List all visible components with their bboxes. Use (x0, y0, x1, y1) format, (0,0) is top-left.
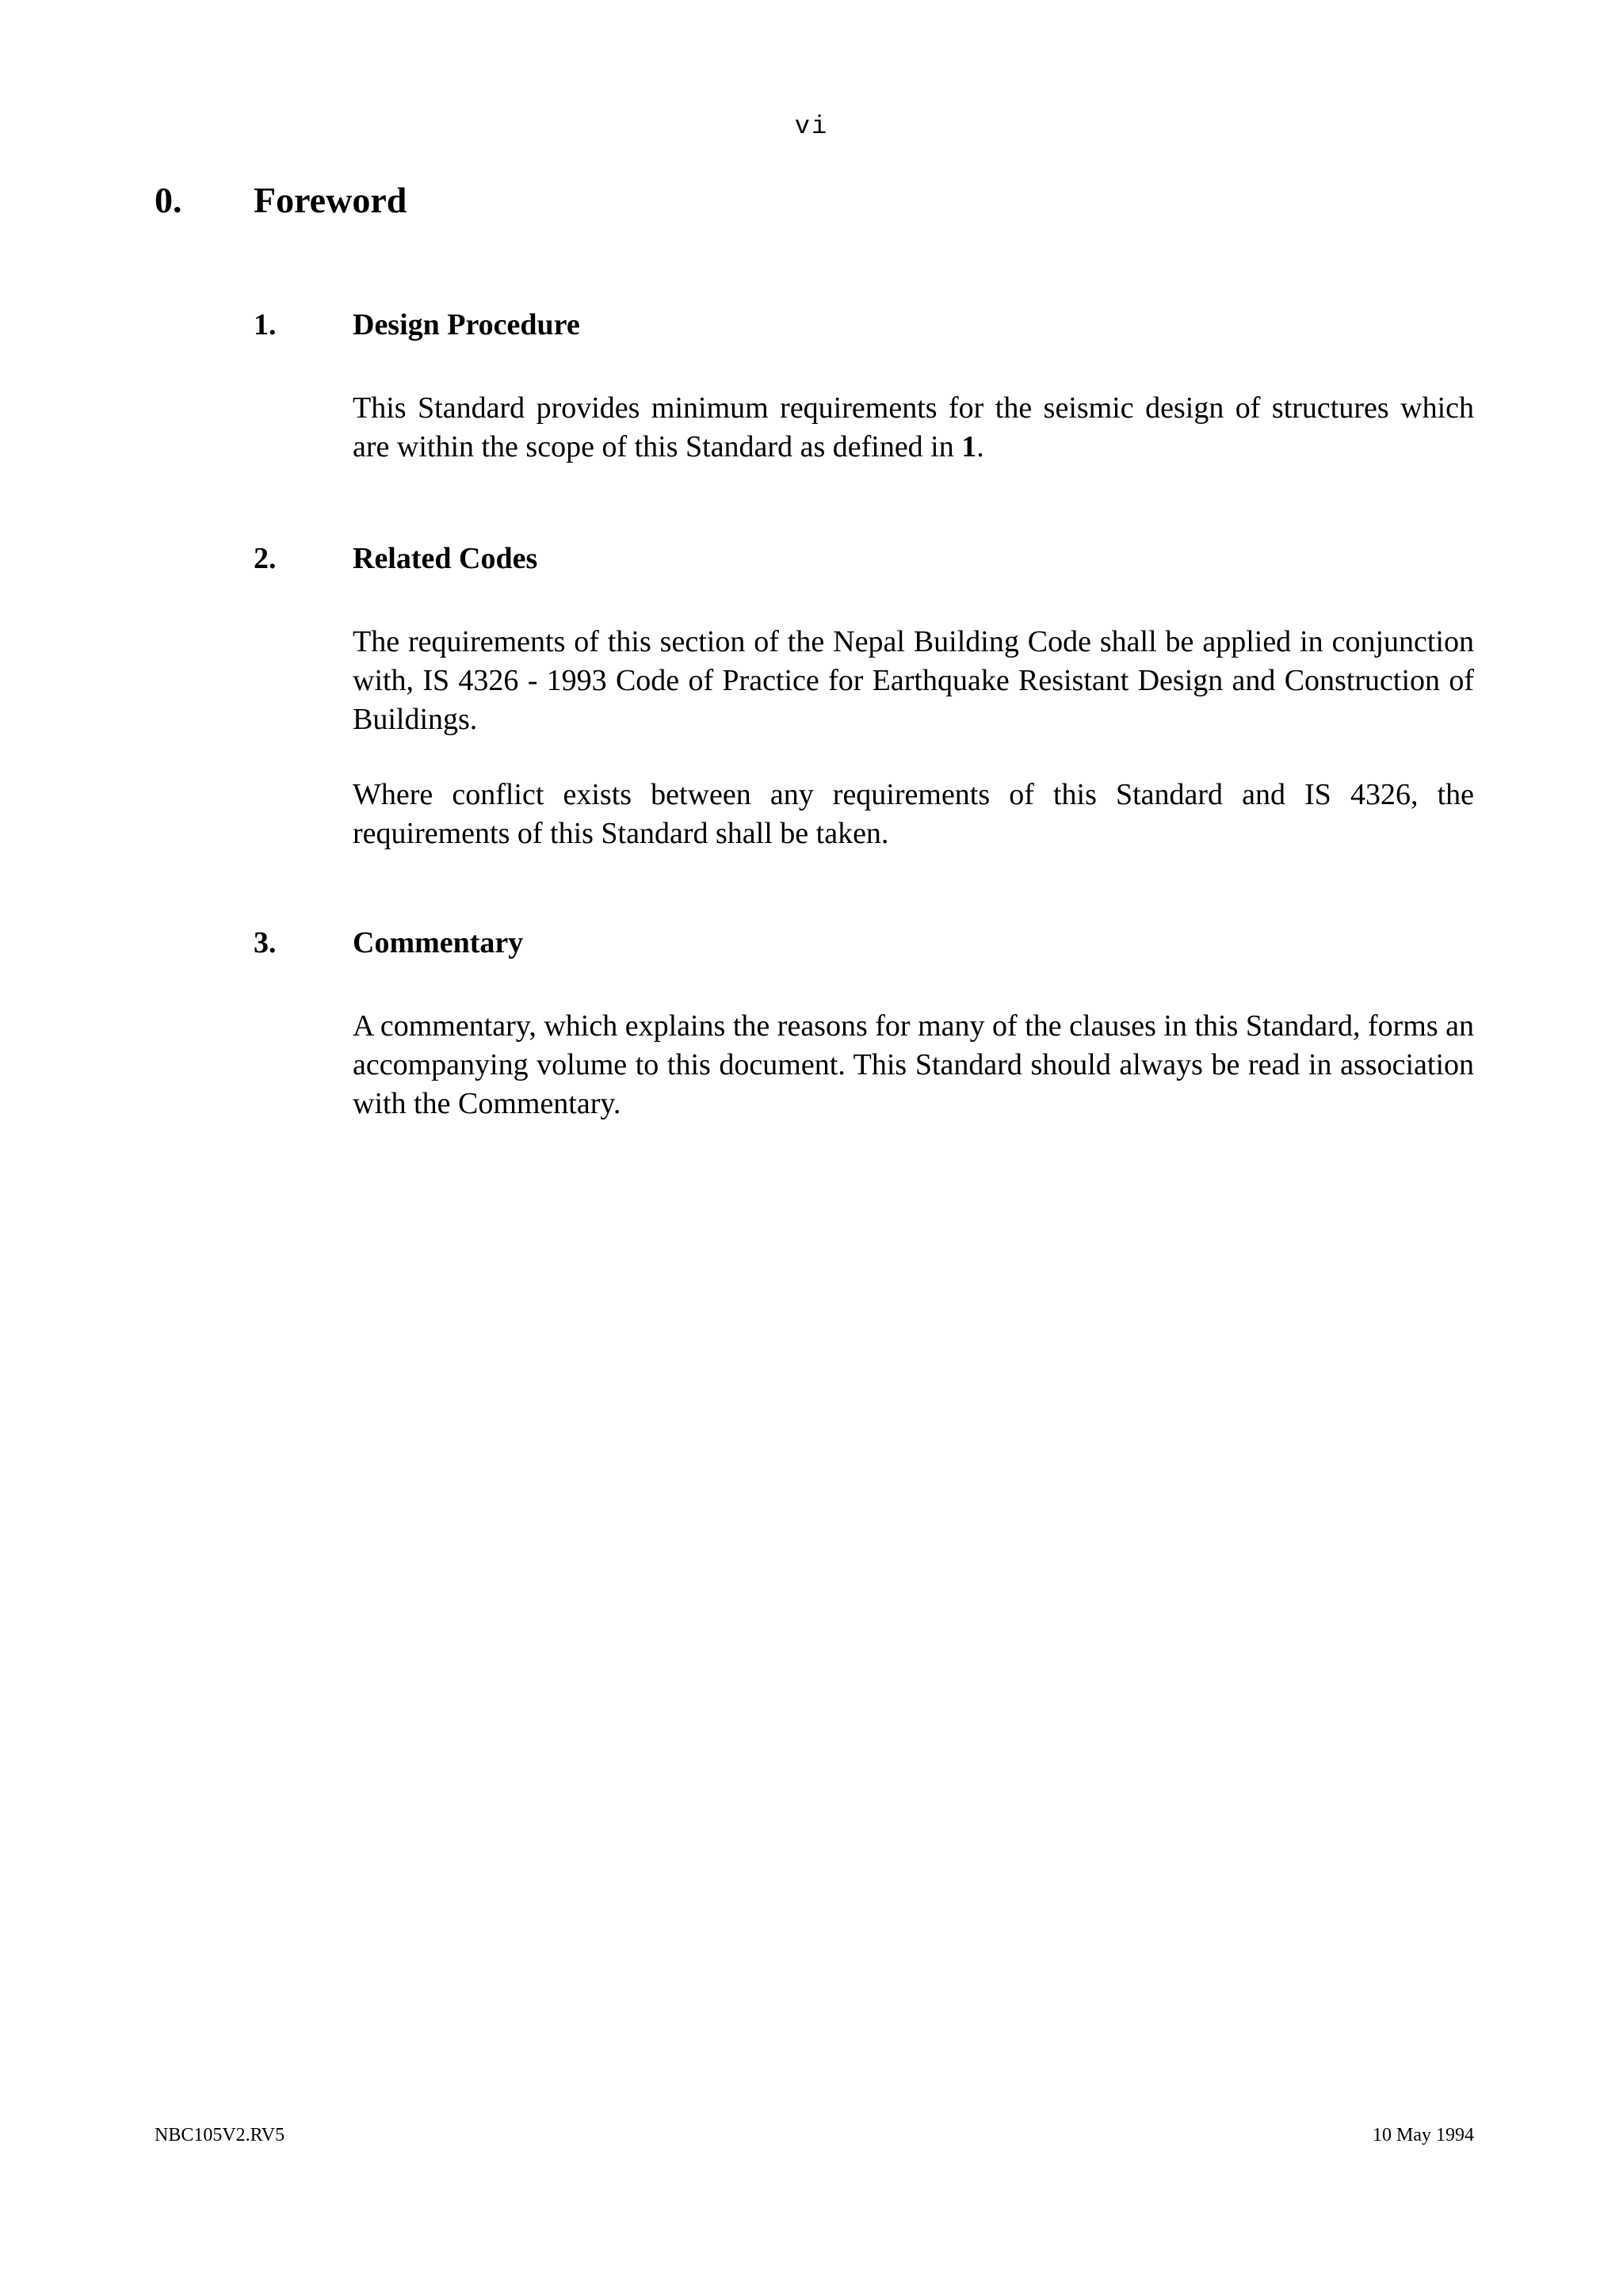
section-title: Commentary (353, 926, 524, 959)
footer-document-code: NBC105V2.RV5 (155, 2125, 285, 2145)
clause-reference: 1 (961, 430, 977, 463)
section-heading (254, 305, 1474, 345)
paragraph-text-end: . (976, 430, 984, 463)
section-heading (254, 923, 1474, 963)
chapter-title: Foreword (254, 180, 407, 220)
chapter-number: 0. (155, 180, 182, 220)
section-number: 1. (254, 308, 277, 341)
section-related-codes (254, 539, 1474, 853)
section-title: Design Procedure (353, 308, 580, 341)
section-commentary (254, 923, 1474, 1123)
section-title: Related Codes (353, 542, 538, 575)
section-paragraph (353, 389, 1474, 467)
section-number: 2. (254, 542, 277, 575)
section-paragraph: Where conflict exists between any requirements of this Standard and IS 4326, the requirements of this Standard shall be taken. (353, 778, 1474, 850)
footer-date: 10 May 1994 (1373, 2125, 1474, 2145)
section-paragraph: The requirements of this section of the Nepal Building Code shall be applied in conjunction with, IS 4326 - 1993 Code of Practice for Earthquake Resistant Design and Construction of Buildings. (353, 625, 1474, 736)
section-design-procedure (254, 305, 1474, 467)
section-number: 3. (254, 926, 277, 959)
page-number: vi (794, 112, 829, 141)
paragraph-text: This Standard provides minimum requirements for the seismic design of structures which are within the scope of this Standard as defined in (353, 391, 1474, 463)
section-paragraph: A commentary, which explains the reasons for many of the clauses in this Standard, forms an accompanying volume to this document. This Standard should always be read in association with the Commentary. (353, 1009, 1474, 1120)
section-heading (254, 539, 1474, 578)
